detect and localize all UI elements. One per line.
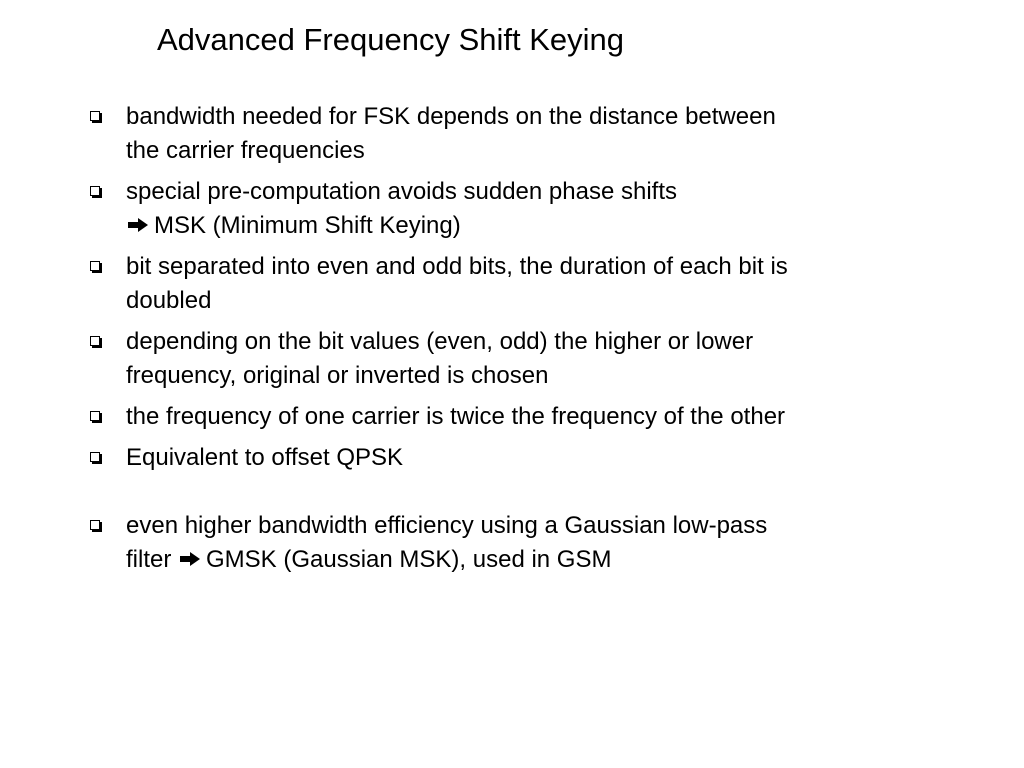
right-arrow-icon (126, 215, 150, 235)
bullet-text-line: special pre-computation avoids sudden phase shifts (126, 178, 677, 205)
hollow-square-bullet-icon (90, 411, 100, 421)
hollow-square-bullet-icon (90, 520, 100, 530)
bullet-text-line: depending on the bit values (even, odd) the higher or lower (126, 328, 754, 355)
hollow-square-bullet-icon (90, 452, 100, 462)
msk-result-text: MSK (Minimum Shift Keying) (154, 212, 461, 239)
bullet-text-line: the frequency of one carrier is twice the frequency of the other (126, 403, 786, 430)
bullet-item-bit-values (90, 325, 950, 393)
bullet-text-line-with-arrow (126, 209, 950, 243)
hollow-square-bullet-icon (90, 111, 100, 121)
bullet-item-msk (90, 175, 950, 243)
bullet-item-even-odd-bits (90, 250, 950, 318)
bullet-item-offset-qpsk (90, 441, 950, 475)
bullet-item-fsk-bandwidth (90, 100, 950, 168)
bullet-text-line-with-arrow (126, 543, 950, 577)
hollow-square-bullet-icon (90, 261, 100, 271)
bullet-text-line: doubled (126, 287, 212, 314)
right-arrow-icon (178, 549, 202, 569)
bullet-text-line: the carrier frequencies (126, 137, 365, 164)
hollow-square-bullet-icon (90, 336, 100, 346)
bullet-text-line: Equivalent to offset QPSK (126, 444, 404, 471)
hollow-square-bullet-icon (90, 186, 100, 196)
gmsk-result-text: GMSK (Gaussian MSK), used in GSM (206, 546, 612, 573)
bullet-text-line: frequency, original or inverted is chosen (126, 362, 549, 389)
bullet-text-line: bit separated into even and odd bits, the duration of each bit is (126, 253, 788, 280)
bullet-item-gmsk (90, 509, 950, 577)
bullet-text-line: even higher bandwidth efficiency using a Gaussian low-pass (126, 512, 768, 539)
filter-text: filter (126, 546, 172, 573)
bullet-text-line: bandwidth needed for FSK depends on the distance between (126, 103, 776, 130)
bullet-list (90, 100, 950, 584)
bullet-item-carrier-frequency (90, 400, 950, 434)
slide-title: Advanced Frequency Shift Keying (157, 22, 624, 57)
